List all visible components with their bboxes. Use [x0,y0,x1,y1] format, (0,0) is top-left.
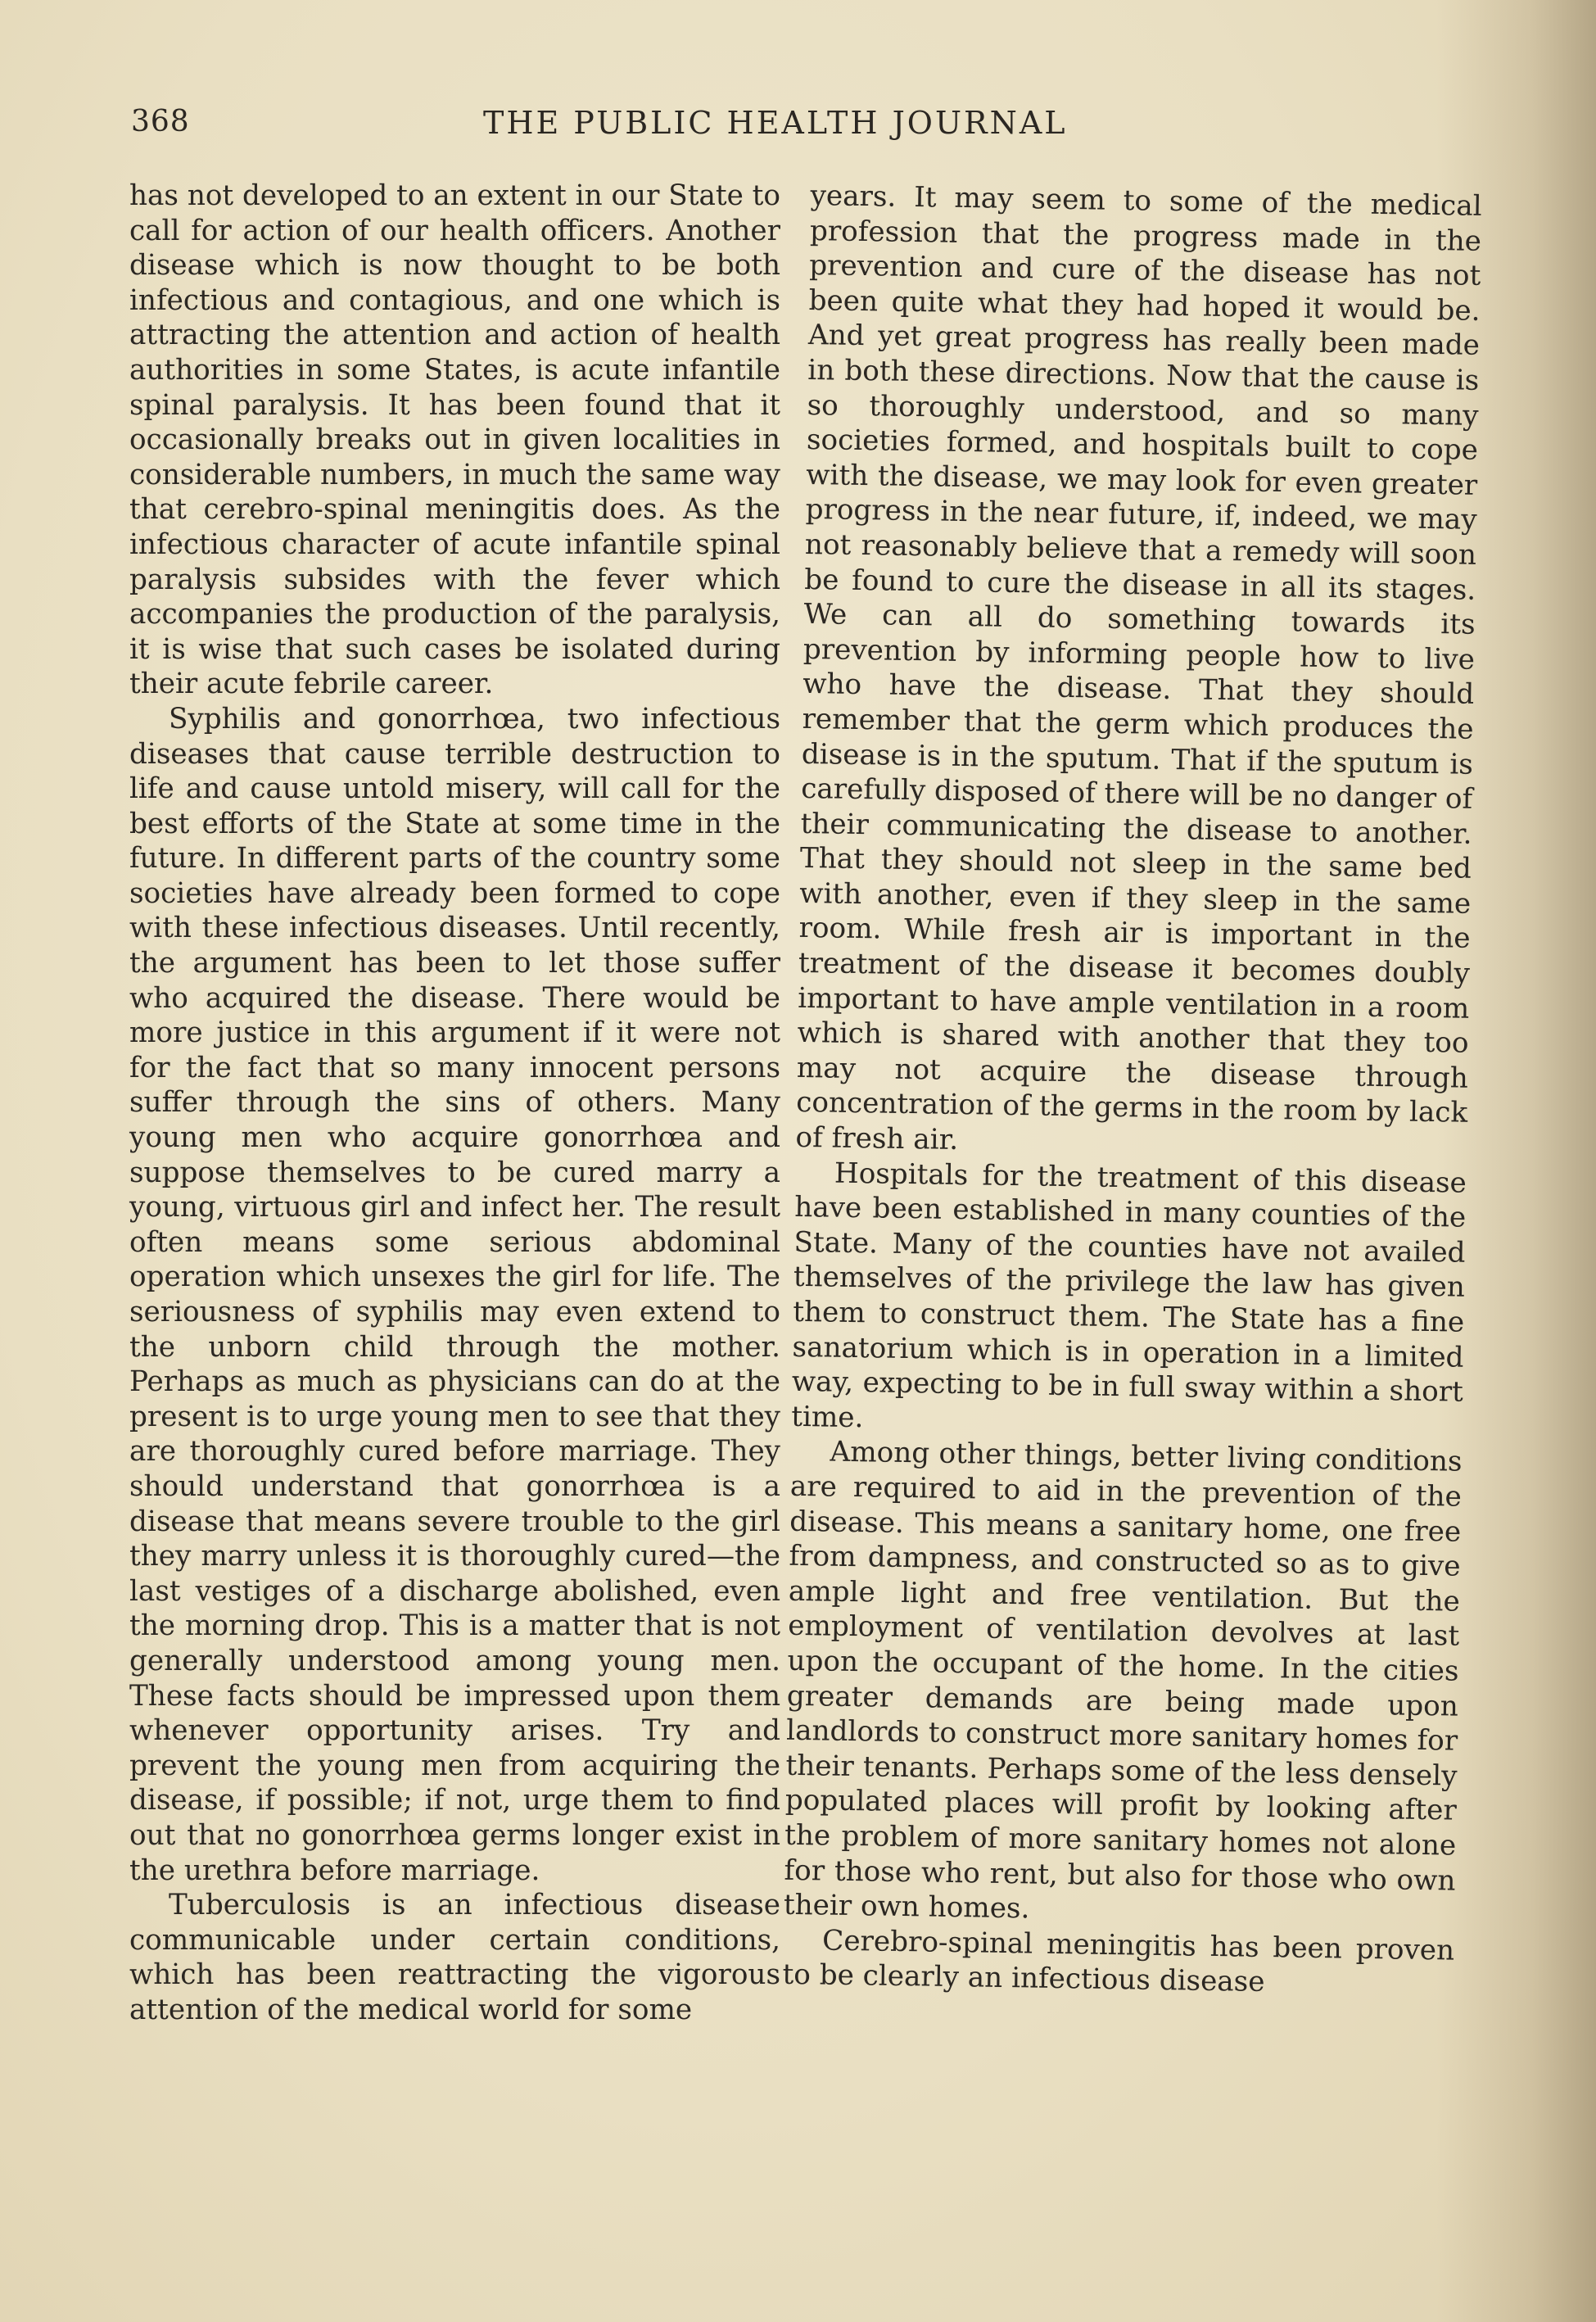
right-column [782,179,1482,2003]
paragraph: Among other things, better living conditions are required to aid in the prevention of the disease. This means a sanitary home, one free from dampness, and constructed so as to give ample light and free ventilation. But the employment of ventilation devolves at last upon the occupant of the home. In the cities greater demands are being made upon landlords to construct more sanitary homes for their tenants. Perhaps some of the less densely populated places will profit by looking after the problem of more sanitary homes not alone for those who rent, but also for those who own their own homes. [783,1435,1463,1926]
paragraph: Tuberculosis is an infectious disease communicable under certain conditions, which has been reattracting the vigorous attention of the medical world for some [129,1889,780,2026]
paragraph: years. It may seem to some of the medical profession that the progress made in the prevention and cure of the disease has not been quite what they had hoped it would be. And yet great progress has really been made in both these directions. Now that the cause is so thoroughly understood, and so many societies formed, and hospitals built to cope with the disease, we may look for even greater progress in the near future, if, indeed, we may not reasonably believe that a remedy will soon be found to cure the disease in all its stages. We can all do something towards its prevention by informing people how to live who have the disease. That they should remember that the germ which produces the disease is in the sputum. That if the sputum is carefully disposed of there will be no danger of their communicating the disease to another. That they should not sleep in the same bed with another, even if they sleep in the same room. While fresh air is important in the treatment of the disease it becomes doubly important to have ample ventilation in a room which is shared with another that they too may not acquire the disease through concentration of the germs in the room by lack of fresh air. [795,179,1482,1157]
page-header [131,105,1490,154]
page-number: 368 [131,105,190,138]
paragraph: Cerebro-spinal meningitis has been proven to be clearly an infectious disease [782,1924,1455,1999]
paragraph: Syphilis and gonorrhœa, two infectious diseases that cause terrible destruction to life and cause untold misery, will call for the best efforts of the State at some time in the future. In different parts of the country some societies have already been formed to cope with these infectious diseases. Until recently, the argument has been to let those suffer who acquired the disease. There would be more justice in this argument if it were not for the fact that so many innocent persons suffer through the sins of others. Many young men who acquire gonorrhœa and suppose themselves to be cured marry a young, virtuous girl and infect her. The result often means some serious abdominal operation which unsexes the girl for life. The seriousness of syphilis may even extend to the unborn child through the mother. Perhaps as much as physicians can do at the present is to urge young men to see that they are thoroughly cured before marriage. They should understand that gonorrhœa is a disease that means severe trouble to the girl they marry unless it is thoroughly cured—the last vestiges of a discharge abolished, even the morning drop. This is a matter that is not generally understood among young men. These facts should be impressed upon them whenever opportunity arises. Try and prevent the young men from acquiring the disease, if possible; if not, urge them to find out that no gonorrhœa germs longer exist in the urethra before marriage. [129,702,780,1887]
paragraph: Hospitals for the treatment of this disease have been established in many counties of the State. Many of the counties have not availed themselves of the privilege the law has given them to construct them. The State has a fine sanatorium which is in operation in a limited way, expecting to be in full sway within a short time. [790,1156,1467,1434]
running-title: THE PUBLIC HEALTH JOURNAL [483,105,1068,141]
paragraph: has not developed to an extent in our State to call for action of our health officers. Another disease which is now thought to be both infectious and contagious, and one which is attracting the attention and action of health authorities in some States, is acute infantile spinal paralysis. It has been found that it occasionally breaks out in given localities in considerable numbers, in much the same way that cerebro-spinal meningitis does. As the infectious character of acute infantile spinal paralysis subsides with the fever which accompanies the production of the paralysis, it is wise that such cases be isolated during their acute febrile career. [129,179,780,701]
left-column [129,179,780,2027]
